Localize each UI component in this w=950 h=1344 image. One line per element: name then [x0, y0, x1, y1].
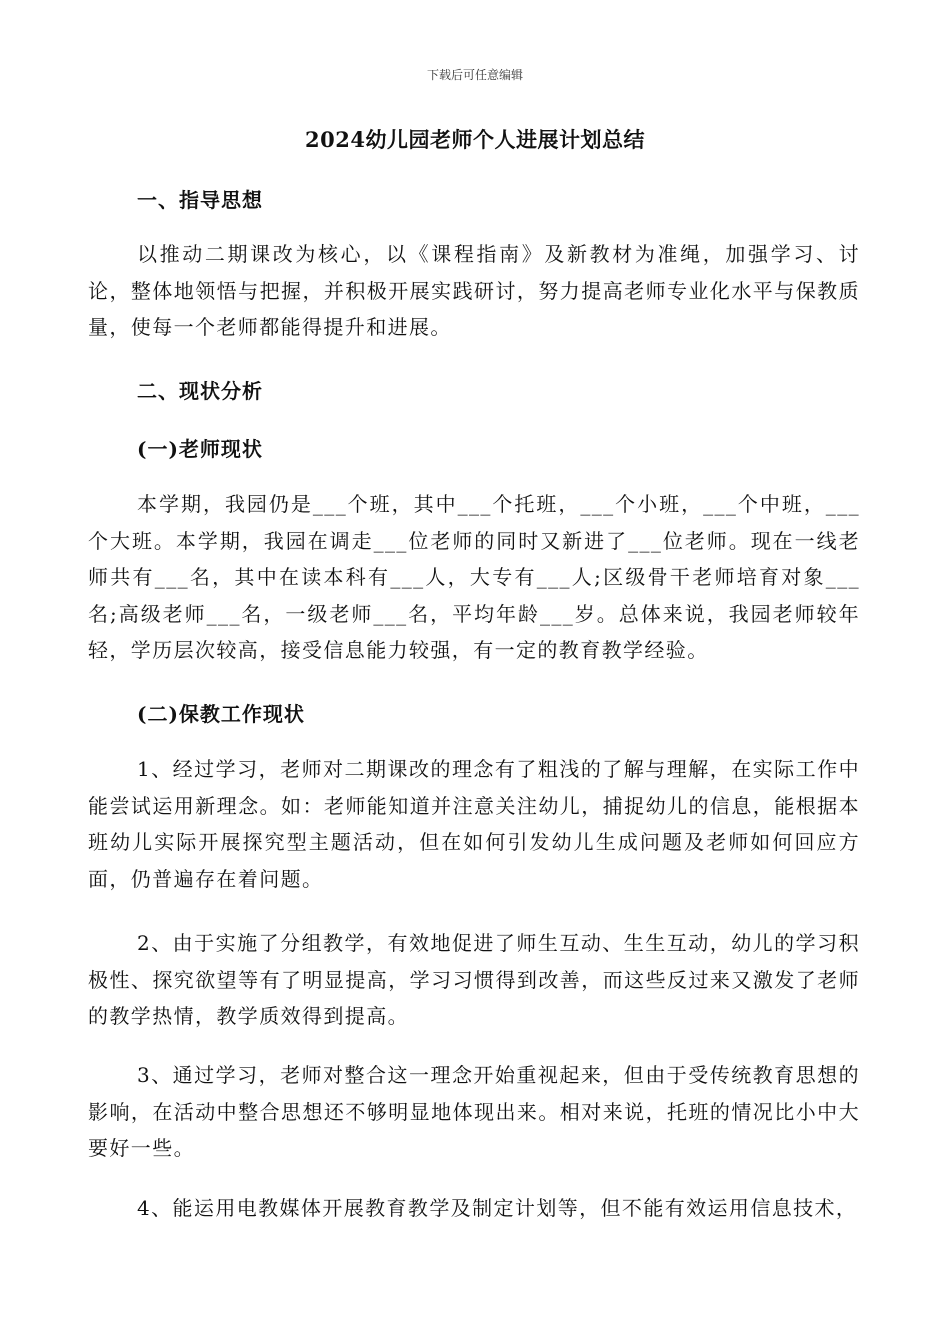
- paragraph-guiding-ideology: 以推动二期课改为核心，以《课程指南》及新教材为准绳，加强学习、讨论，整体地领悟与把握，并积极开展实践研讨，努力提高老师专业化水平与保教质量，使每一个老师都能得提升和进展。: [88, 242, 860, 339]
- document-title: 2024幼儿园老师个人进展计划总结: [305, 127, 645, 152]
- section-heading-guiding-ideology: 一、指导思想: [137, 188, 263, 212]
- paragraph-status-item-2: 2、由于实施了分组教学，有效地促进了师生互动、生生互动，幼儿的学习积极性、探究欲望等有了明显提高，学习习惯得到改善，而这些反过来又激发了老师的教学热情，教学质效得到提高。: [88, 931, 860, 1028]
- section-heading-status-analysis: 二、现状分析: [137, 379, 263, 403]
- subheading-care-education-status: (二)保教工作现状: [137, 702, 305, 726]
- paragraph-teacher-status: 本学期，我园仍是___个班，其中___个托班，___个小班，___个中班，___个大班。本学期，我园在调走___位老师的同时又新进了___位老师。现在一线老师共有___名，其中在读本科有___人，大专有___人;区级骨干老师培育对象___名;高级老师___名，一级老师___名，平均年龄___岁。总体来说，我园老师较年轻，学历层次较高，接受信息能力较强，有一定的教育教学经验。: [88, 492, 860, 662]
- paragraph-status-item-4: 4、能运用电教媒体开展教育教学及制定计划等，但不能有效运用信息技术，: [137, 1196, 858, 1220]
- paragraph-status-item-1: 1、经过学习，老师对二期课改的理念有了粗浅的了解与理解，在实际工作中能尝试运用新理念。如：老师能知道并注意关注幼儿，捕捉幼儿的信息，能根据本班幼儿实际开展探究型主题活动，但在如何引发幼儿生成问题及老师如何回应方面，仍普遍存在着问题。: [88, 757, 860, 891]
- paragraph-status-item-3: 3、通过学习，老师对整合这一理念开始重视起来，但由于受传统教育思想的影响，在活动中整合思想还不够明显地体现出来。相对来说，托班的情况比小中大要好一些。: [88, 1063, 860, 1160]
- header-note: 下载后可任意编辑: [426, 68, 523, 82]
- subheading-teacher-status: (一)老师现状: [137, 437, 263, 461]
